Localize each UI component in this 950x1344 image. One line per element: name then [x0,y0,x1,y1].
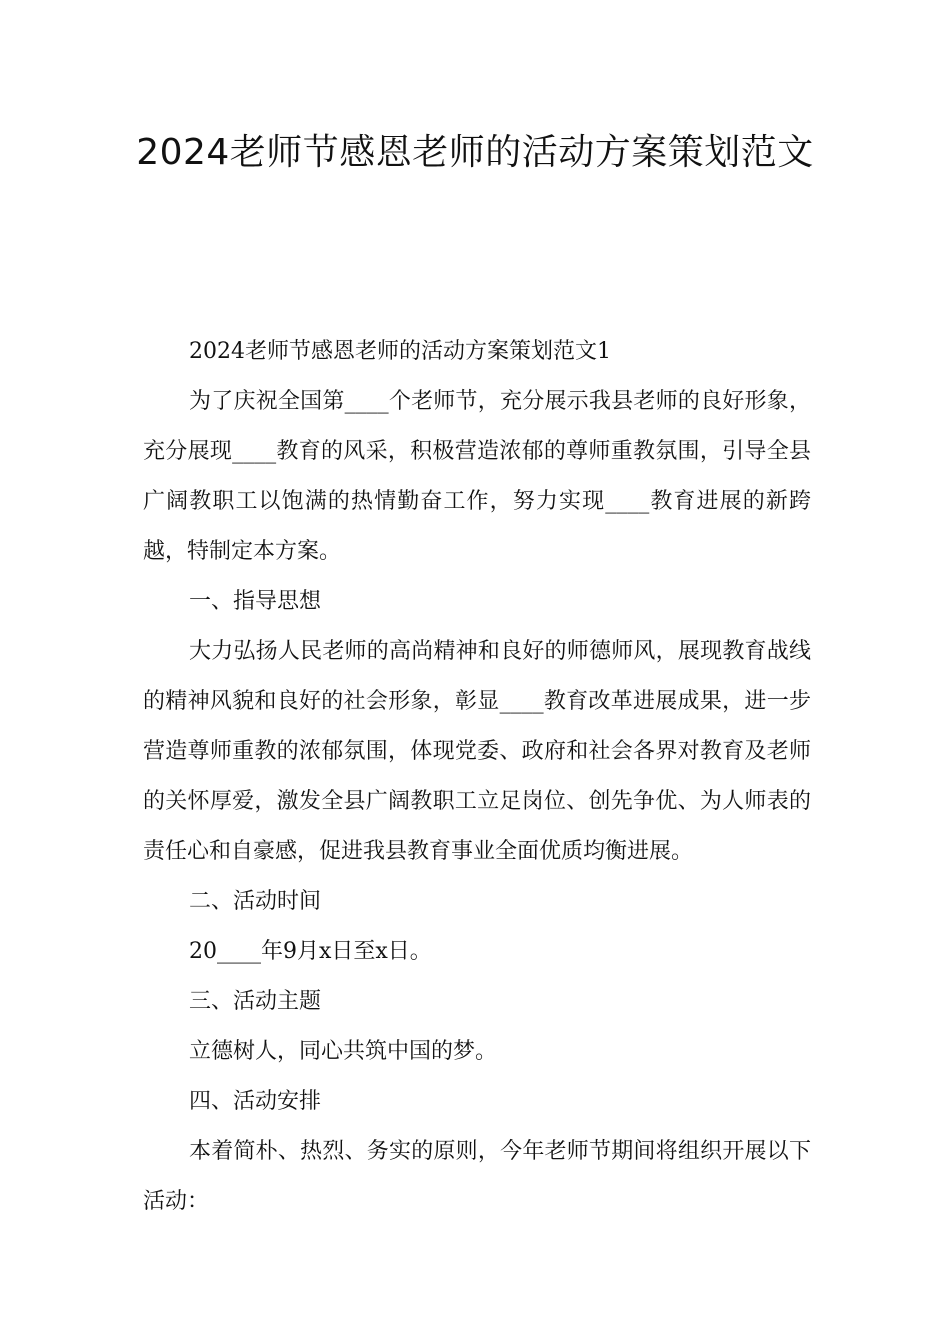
intro-paragraph: 为了庆祝全国第____个老师节，充分展示我县老师的良好形象，充分展现____教育的风采，积极营造浓郁的尊师重教氛围，引导全县广阔教职工以饱满的热情勤奋工作，努力实现____教育进展的新跨越，特制定本方案。 [143,389,811,564]
heading-activity-theme: 三、活动主题 [189,989,322,1014]
heading-activity-time: 二、活动时间 [189,889,322,914]
guiding-ideology-paragraph: 大力弘扬人民老师的高尚精神和良好的师德师风，展现教育战线的精神风貌和良好的社会形象，彰显____教育改革进展成果，进一步营造尊师重教的浓郁氛围，体现党委、政府和社会各界对教育及老师的关怀厚爱，激发全县广阔教职工立足岗位、创先争优、为人师表的责任心和自豪感，促进我县教育事业全面优质均衡进展。 [143,639,811,864]
document-title: 2024老师节感恩老师的活动方案策划范文 [136,132,814,173]
activity-theme-paragraph: 立德树人，同心共筑中国的梦。 [189,1039,498,1064]
heading-activity-arrangement: 四、活动安排 [189,1089,322,1114]
activity-time-paragraph: 20____年9月x日至x日。 [189,939,432,964]
heading-guiding-ideology: 一、指导思想 [189,589,322,614]
document-body [143,327,811,1227]
activity-arrangement-paragraph: 本着简朴、热烈、务实的原则，今年老师节期间将组织开展以下活动： [143,1139,811,1214]
section-subtitle: 2024老师节感恩老师的活动方案策划范文1 [189,339,611,364]
